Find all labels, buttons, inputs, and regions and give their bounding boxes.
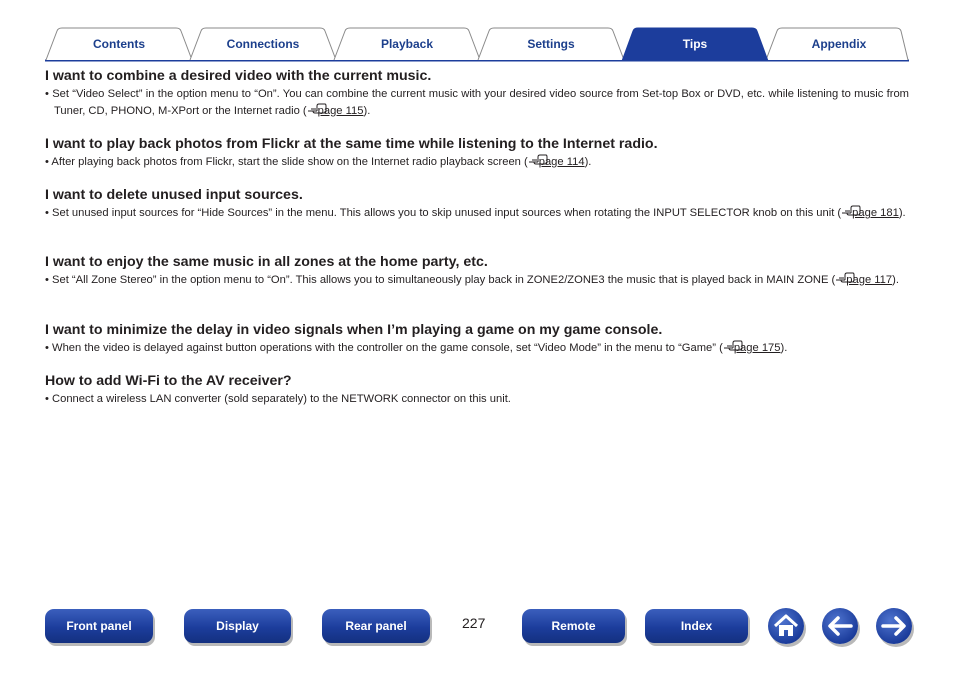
tip-heading: How to add Wi-Fi to the AV receiver? xyxy=(45,373,292,389)
tip-text: • Set “All Zone Stereo” in the option menu to “On”. This allows you to simultaneously play back in ZONE2/ZONE3 the music that is played back in MAIN ZONE ( page 117 ). xyxy=(45,272,909,289)
tab-appendix[interactable]: Appendix xyxy=(811,36,867,51)
tip-section xyxy=(45,253,909,289)
tab-settings[interactable]: Settings xyxy=(527,36,575,51)
tab-bar xyxy=(45,27,909,62)
tip-heading: I want to delete unused input sources. xyxy=(45,187,303,203)
page-link[interactable]: page 115 xyxy=(317,104,364,117)
tip-text: • After playing back photos from Flickr, start the slide show on the Internet radio playback screen ( page 114 ). xyxy=(45,154,909,171)
index-button[interactable]: Index xyxy=(645,609,748,643)
home-button[interactable] xyxy=(768,608,804,644)
tip-text: • Set unused input sources for “Hide Sources” in the menu. This allows you to skip unused input sources when rotating the INPUT SELECTOR knob on this unit ( page 181 ). xyxy=(45,205,909,222)
forward-button[interactable] xyxy=(876,608,912,644)
tip-heading: I want to minimize the delay in video signals when I’m playing a game on my game console. xyxy=(45,322,663,338)
forward-arrow-icon xyxy=(881,616,907,636)
page-link[interactable]: page 117 xyxy=(846,274,893,286)
page-link[interactable]: page 114 xyxy=(538,156,585,168)
display-button[interactable]: Display xyxy=(184,609,291,643)
tip-text: • When the video is delayed against button operations with the controller on the game console, set “Video Mode” in the menu to “Game” ( page 175 ). xyxy=(45,340,909,357)
tab-connections[interactable]: Connections xyxy=(226,36,300,51)
tab-contents[interactable]: Contents xyxy=(93,36,145,51)
page-number: 227 xyxy=(462,615,486,631)
remote-button[interactable]: Remote xyxy=(522,609,625,643)
page-link[interactable]: page 175 xyxy=(733,342,781,354)
tab-tips[interactable]: Tips xyxy=(682,36,708,51)
tip-text: • Connect a wireless LAN converter (sold separately) to the NETWORK connector on this unit. xyxy=(45,393,511,405)
tip-section xyxy=(45,372,909,408)
tab-playback[interactable]: Playback xyxy=(380,36,434,51)
tip-section xyxy=(45,135,909,171)
back-arrow-icon xyxy=(827,616,853,636)
tip-heading: I want to enjoy the same music in all zones at the home party, etc. xyxy=(45,254,488,270)
tip-heading: I want to play back photos from Flickr at the same time while listening to the Internet radio. xyxy=(45,136,658,152)
tip-heading: I want to combine a desired video with the current music. xyxy=(45,68,432,84)
tip-section xyxy=(45,321,909,357)
tip-section xyxy=(45,186,909,222)
home-icon xyxy=(773,614,799,638)
page-link[interactable]: page 181 xyxy=(852,207,899,219)
tip-section xyxy=(45,67,909,119)
back-button[interactable] xyxy=(822,608,858,644)
tip-text: • Set “Video Select” in the option menu to “On”. You can combine the current music with your desired video source from Set-top Box or DVD, etc. while listening to music from Tuner, CD, PHONO, M-XPort or the Internet radio ( page 115 ). xyxy=(45,86,909,119)
rear-panel-button[interactable]: Rear panel xyxy=(322,609,430,643)
front-panel-button[interactable]: Front panel xyxy=(45,609,153,643)
